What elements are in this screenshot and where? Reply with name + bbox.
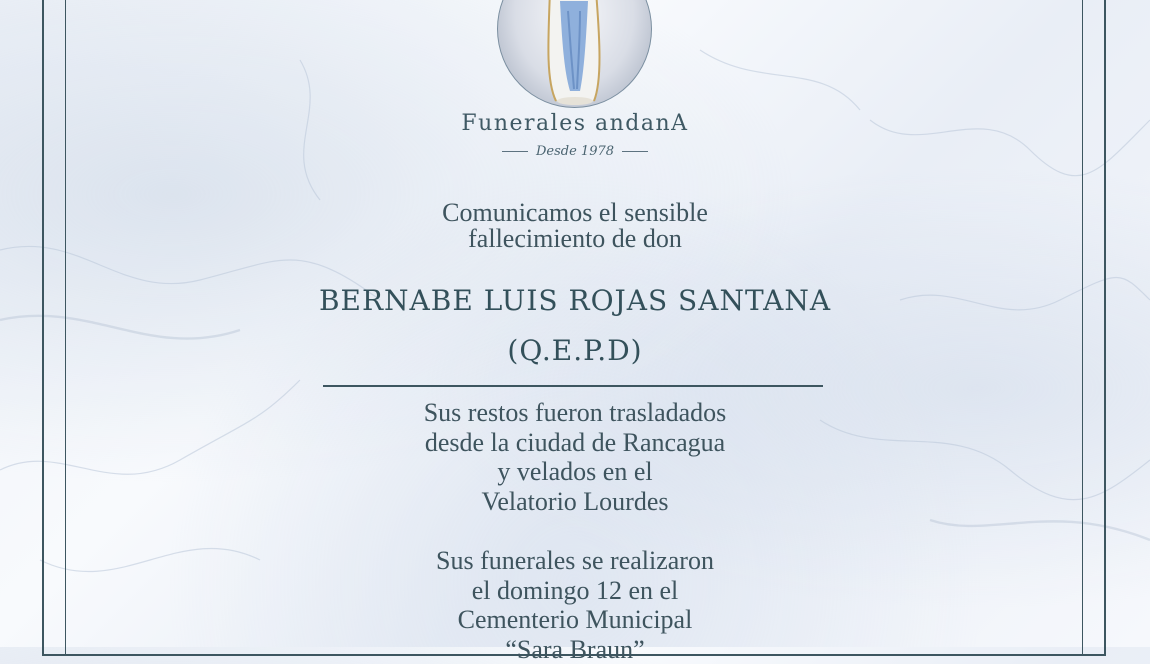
intro-line: Comunicamos el sensible <box>0 200 1150 226</box>
funeral-line: Cementerio Municipal <box>0 605 1150 635</box>
transfer-paragraph <box>0 398 1150 516</box>
funeral-line: el domingo 12 en el <box>0 576 1150 606</box>
deceased-name: BERNABE LUIS ROJAS SANTANA <box>0 284 1150 317</box>
transfer-line: Sus restos fueron trasladados <box>0 398 1150 428</box>
tagline-right-flourish <box>622 151 648 152</box>
transfer-line: desde la ciudad de Rancagua <box>0 428 1150 458</box>
transfer-line: y velados en el <box>0 457 1150 487</box>
section-divider <box>323 385 823 387</box>
transfer-line: Velatorio Lourdes <box>0 487 1150 517</box>
intro-line: fallecimiento de don <box>0 226 1150 252</box>
funeral-line: “Sara Braun” <box>0 635 1150 664</box>
tagline-left-flourish <box>502 151 528 152</box>
brand-tagline <box>0 144 1150 159</box>
funeral-line: Sus funerales se realizaron <box>0 546 1150 576</box>
brand-since: Desde 1978 <box>536 144 614 159</box>
funeral-paragraph <box>0 546 1150 664</box>
honorific: (Q.E.P.D) <box>0 334 1150 367</box>
announcement-intro <box>0 200 1150 252</box>
virgin-mary-medallion <box>497 0 652 108</box>
brand-name: Funerales andanA <box>0 111 1150 136</box>
virgin-mary-statue-image <box>498 0 651 107</box>
